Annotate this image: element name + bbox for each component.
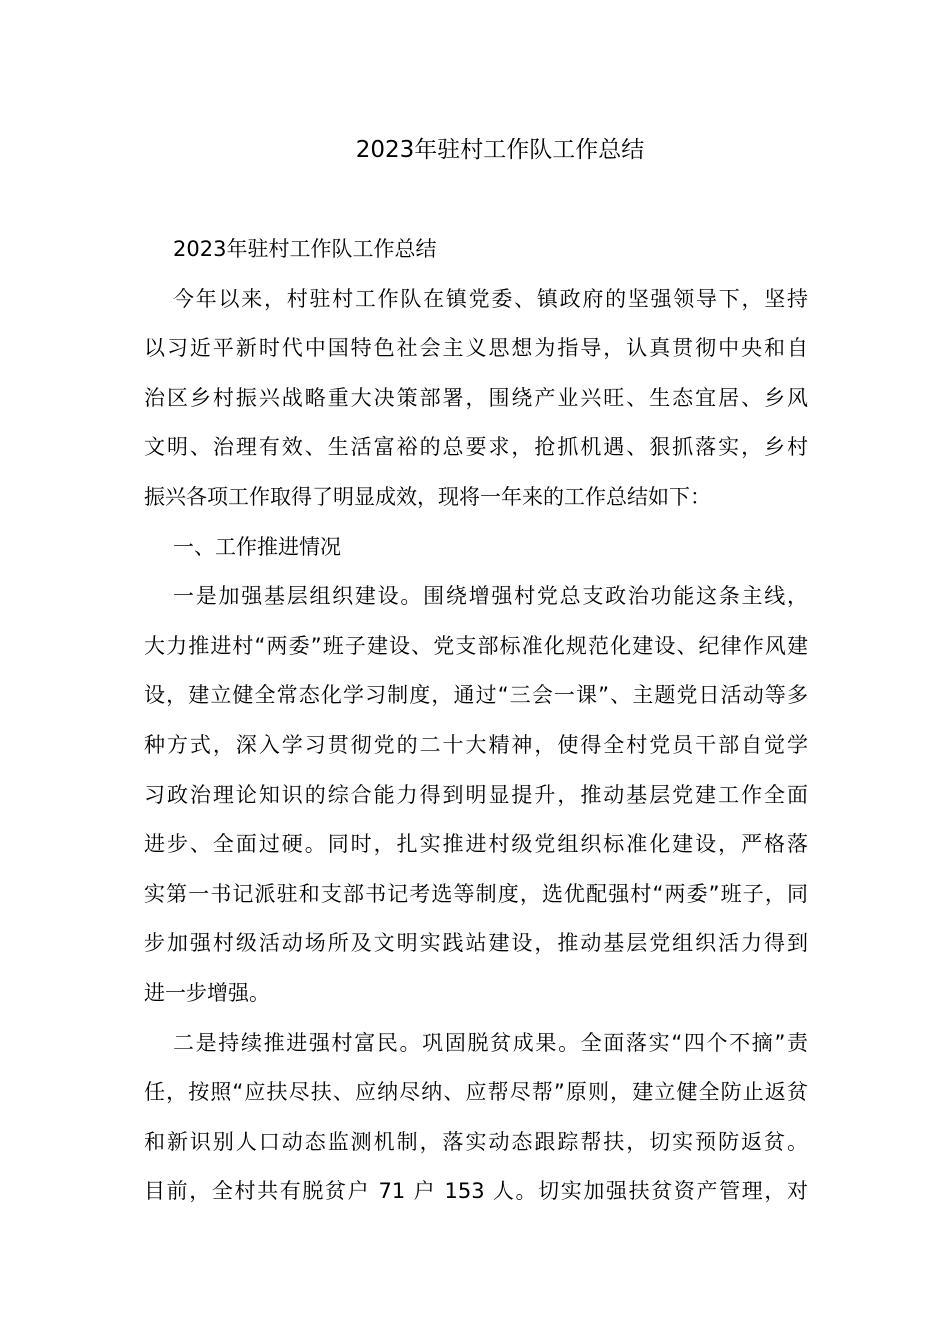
text-line: 种方式，深入学习贯彻党的二十大精神，使得全村党员干部自觉学 <box>144 732 808 757</box>
text-line: 2023年驻村工作队工作总结 <box>173 237 437 261</box>
text-line: 一、工作推进情况 <box>173 534 341 559</box>
document-title: 2023年驻村工作队工作总结 <box>355 137 645 163</box>
text-line: 实第一书记派驻和支部书记考选等制度，选优配强村“两委”班子，同 <box>144 881 808 906</box>
text-line: 进步、全面过硬。同时，扎实推进村级党组织标准化建设，严格落 <box>144 832 808 857</box>
text-line: 任，按照“应扶尽扶、应纳尽纳、应帮尽帮”原则，建立健全防止返贫 <box>144 1080 808 1105</box>
text-line: 大力推进村“两委”班子建设、党支部标准化规范化建设、纪律作风建 <box>144 633 808 658</box>
text-line: 治区乡村振兴战略重大决策部署，围绕产业兴旺、生态宜居、乡风 <box>144 385 808 410</box>
text-line: 目前，全村共有脱贫户 71 户 153 人。切实加强扶贫资产管理，对 <box>144 1179 808 1204</box>
text-line: 振兴各项工作取得了明显成效，现将一年来的工作总结如下： <box>144 484 711 509</box>
text-line: 习政治理论知识的综合能力得到明显提升，推动基层党建工作全面 <box>144 782 808 807</box>
text-line: 以习近平新时代中国特色社会主义思想为指导，认真贯彻中央和自 <box>144 336 808 361</box>
text-line: 文明、治理有效、生活富裕的总要求，抢抓机遇、狠抓落实，乡村 <box>144 435 808 460</box>
text-line: 设，建立健全常态化学习制度，通过“三会一课”、主题党日活动等多 <box>144 683 808 708</box>
text-line: 一是加强基层组织建设。围绕增强村党总支政治功能这条主线， <box>173 584 808 609</box>
text-line: 和新识别人口动态监测机制，落实动态跟踪帮扶，切实预防返贫。 <box>144 1129 808 1154</box>
text-line: 进一步增强。 <box>144 980 270 1005</box>
text-line: 二是持续推进强村富民。巩固脱贫成果。全面落实“四个不摘”责 <box>173 1030 808 1055</box>
document-body <box>144 225 808 1217</box>
text-line: 步加强村级活动场所及文明实践站建设，推动基层党组织活力得到 <box>144 931 808 956</box>
text-line: 今年以来，村驻村工作队在镇党委、镇政府的坚强领导下，坚持 <box>173 286 808 311</box>
